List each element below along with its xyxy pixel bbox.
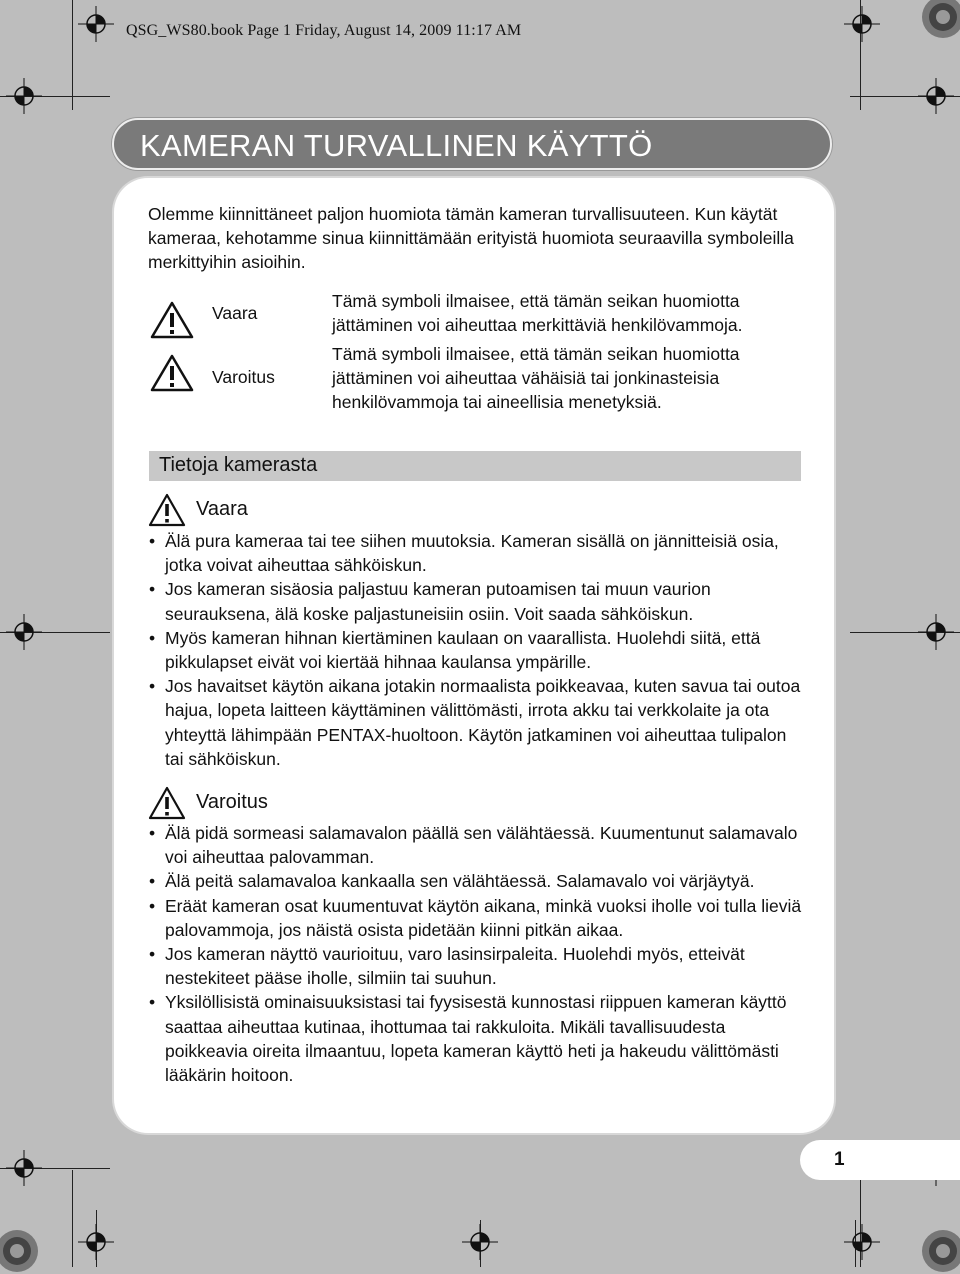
symbol-label-caution: Varoitus [212, 367, 275, 387]
registration-mark-icon [462, 1224, 498, 1260]
star-target-icon [920, 1228, 960, 1274]
intro-text: Olemme kiinnittäneet paljon huomiota tämän kameran turvallisuuteen. Kun käytät kameraa, kehotamme sinua kiinnittämään erityistä huomiota seuraavilla symboleilla merkittyihin asioihin. [148, 204, 794, 272]
registration-mark-icon [78, 1224, 114, 1260]
registration-mark-icon [78, 6, 114, 42]
warning-triangle-icon [148, 493, 186, 527]
star-target-icon [0, 1228, 40, 1274]
content-panel [114, 178, 834, 1133]
section-heading [149, 451, 801, 481]
star-target-icon [920, 0, 960, 40]
section-title: Tietoja kamerasta [159, 454, 318, 476]
list-item: • Myös kameran hihnan kiertäminen kaulaan on vaarallista. Huolehdi siitä, että pikkulapset eivät voi kiertää hihnaa kaulansa ympärille. [149, 627, 761, 673]
list-item: • Yksilöllisistä ominaisuuksistasi tai fyysisestä kunnostasi riippuen kameran käyttö saattaa aiheuttaa kutinaa, ihottumaa tai rakkuloita. Mikäli tavallisuudesta poikkeavia oireita ilmaantuu, lopeta kameran käyttö heti ja hakeudu välittömästi lääkärin hoitoon. [149, 992, 787, 1086]
list-item: • Eräät kameran osat kuumentuvat käytön aikana, minkä vuoksi iholle voi tulla lieviä palovammoja, jos näistä osista pidetään kiinni pitkän aikaa. [149, 895, 802, 940]
danger-list [147, 529, 807, 771]
page-number: 1 [834, 1149, 845, 1170]
registration-mark-icon [6, 1150, 42, 1186]
list-item: • Jos kameran sisäosia paljastuu kameran putoamisen tai muun vaurion seurauksena, älä koske paljastuneisiin osiin. Voit saada sähköiskun. [149, 579, 711, 624]
registration-mark-icon [6, 614, 42, 650]
list-item: • Jos kameran näyttö vaurioituu, varo lasinsirpaleita. Huolehdi myös, etteivät nestekiteet pääse iholle, silmiin tai suuhun. [149, 944, 745, 989]
symbol-label-danger: Vaara [212, 303, 258, 323]
book-header: QSG_WS80.book Page 1 Friday, August 14, 2009 11:17 AM [126, 22, 522, 39]
symbol-description-caution: Tämä symboli ilmaisee, että tämän seikan huomiotta jättäminen voi aiheuttaa vähäisiä tai jonkinasteisia henkilövammoja tai aineellisia menetyksiä. [332, 344, 740, 412]
registration-mark-icon [844, 6, 880, 42]
warning-triangle-icon [148, 786, 186, 820]
list-item: • Jos havaitset käytön aikana jotakin normaalista poikkeavaa, kuten savua tai outoa hajua, lopeta laitteen käyttäminen välittömästi, irrota akku tai verkkolaite ja ota yhteyttä lähimpään PENTAX-huoltoon. Käytön jatkaminen voi aiheuttaa tulipalon tai sähköiskun. [149, 676, 801, 769]
crop-mark [72, 1170, 73, 1267]
warning-triangle-icon [150, 354, 194, 392]
caution-heading: Varoitus [196, 791, 268, 813]
crop-mark [72, 0, 73, 110]
caution-list [147, 821, 807, 1087]
registration-mark-icon [6, 78, 42, 114]
registration-mark-icon [918, 614, 954, 650]
danger-heading: Vaara [196, 498, 248, 520]
registration-mark-icon [918, 78, 954, 114]
list-item: • Älä peitä salamavaloa kankaalla sen välähtäessä. Salamavalo voi värjäytyä. [149, 871, 755, 892]
list-item: • Älä pidä sormeasi salamavalon päällä sen välähtäessä. Kuumentunut salamavalo voi aiheuttaa palovamman. [149, 823, 798, 868]
warning-triangle-icon [150, 301, 194, 339]
list-item: • Älä pura kameraa tai tee siihen muutoksia. Kameran sisällä on jännitteisiä osia, jotka voivat aiheuttaa sähköiskun. [149, 531, 779, 576]
registration-mark-icon [844, 1224, 880, 1260]
title-banner [112, 118, 832, 170]
page-title: KAMERAN TURVALLINEN KÄYTTÖ [140, 128, 653, 163]
page-number-tab [800, 1140, 960, 1180]
symbol-description-danger: Tämä symboli ilmaisee, että tämän seikan huomiotta jättäminen voi aiheuttaa merkittäviä henkilövammoja. [332, 291, 743, 335]
